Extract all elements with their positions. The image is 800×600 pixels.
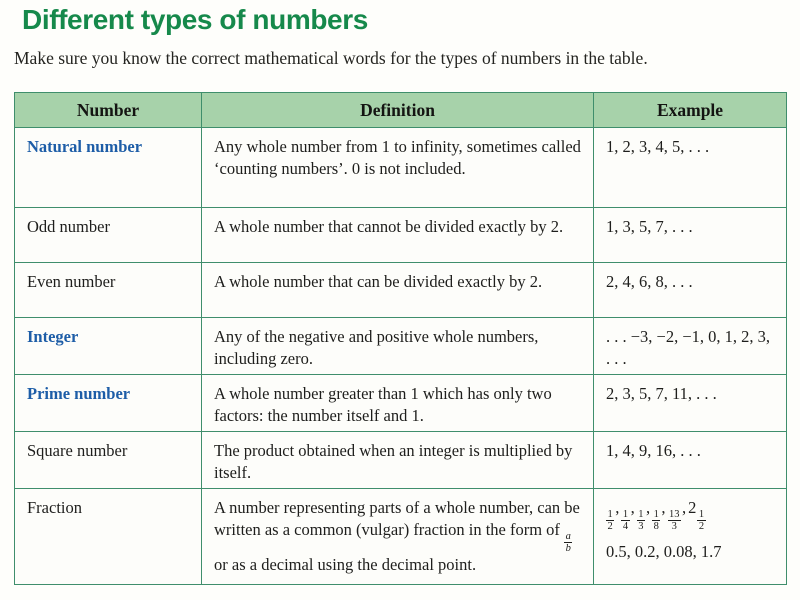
fraction-one-quarter: $\frac{1}{4}$ (622, 508, 629, 532)
page-title: Different types of numbers (22, 4, 368, 35)
example-fraction (594, 488, 787, 584)
row-label-fraction: Fraction (15, 488, 202, 584)
table-row-prime-number (15, 374, 787, 431)
definition-integer: Any of the negative and positive whole numbers, including zero. (202, 318, 594, 375)
definition-natural-number: Any whole number from 1 to infinity, sometimes called ‘counting numbers’. 0 is not included. (202, 128, 594, 208)
col-header-definition: Definition (202, 93, 594, 128)
example-square-number: 1, 4, 9, 16, . . . (594, 431, 787, 488)
row-label-natural-number: Natural number (15, 128, 202, 208)
definition-prime-number: A whole number greater than 1 which has only two factors: the number itself and 1. (202, 374, 594, 431)
table-row-integer (15, 318, 787, 375)
fraction-thirteen-thirds: $\frac{13}{3}$ (669, 508, 680, 532)
mixed-number-example: 2 $\frac{1}{2}$ (688, 497, 705, 532)
definition-fraction (202, 488, 594, 584)
fraction-one-third: $\frac{1}{3}$ (638, 508, 644, 532)
table-row-square-number (15, 431, 787, 488)
example-prime-number: 2, 3, 5, 7, 11, . . . (594, 374, 787, 431)
fraction-one-eighth: $\frac{1}{8}$ (653, 508, 659, 532)
definition-fraction-text-post: or as a decimal using the decimal point. (214, 554, 477, 574)
intro-text: Make sure you know the correct mathematical words for the types of numbers in the table. (14, 48, 648, 68)
definition-fraction-text-pre: A number representing parts of a whole number, can be written as a common (vulgar) fraction in the form of (214, 497, 580, 539)
example-natural-number: 1, 2, 3, 4, 5, . . . (594, 128, 787, 208)
fraction-examples-line: $\frac{1}{2}$ , $\frac{1}{4}$ , $\frac{1}{3}$ , $\frac{1}{8}$ , $\frac{13}{3}$ , 2 $\frac{1}{2}$ (607, 497, 705, 532)
table-row-odd-number (15, 208, 787, 263)
col-header-example: Example (594, 93, 787, 128)
decimal-examples-line: 0.5, 0.2, 0.08, 1.7 (606, 541, 722, 561)
table-row-fraction (15, 488, 787, 584)
header-row (15, 93, 787, 128)
example-odd-number: 1, 3, 5, 7, . . . (594, 208, 787, 263)
inline-a-over-b-fraction: $\frac{a}{b}$ (565, 530, 571, 554)
table-row-natural-number (15, 128, 787, 208)
definition-even-number: A whole number that can be divided exactly by 2. (202, 263, 594, 318)
col-header-number: Number (15, 93, 202, 128)
fraction-one-half: $\frac{1}{2}$ (607, 508, 613, 532)
row-label-integer: Integer (15, 318, 202, 375)
row-label-odd-number: Odd number (15, 208, 202, 263)
example-even-number: 2, 4, 6, 8, . . . (594, 263, 787, 318)
example-integer: . . . −3, −2, −1, 0, 1, 2, 3, . . . (594, 318, 787, 375)
definition-square-number: The product obtained when an integer is multiplied by itself. (202, 431, 594, 488)
row-label-prime-number: Prime number (15, 374, 202, 431)
row-label-square-number: Square number (15, 431, 202, 488)
row-label-even-number: Even number (15, 263, 202, 318)
definition-odd-number: A whole number that cannot be divided exactly by 2. (202, 208, 594, 263)
table-row-even-number (15, 263, 787, 318)
numbers-table (14, 92, 787, 585)
